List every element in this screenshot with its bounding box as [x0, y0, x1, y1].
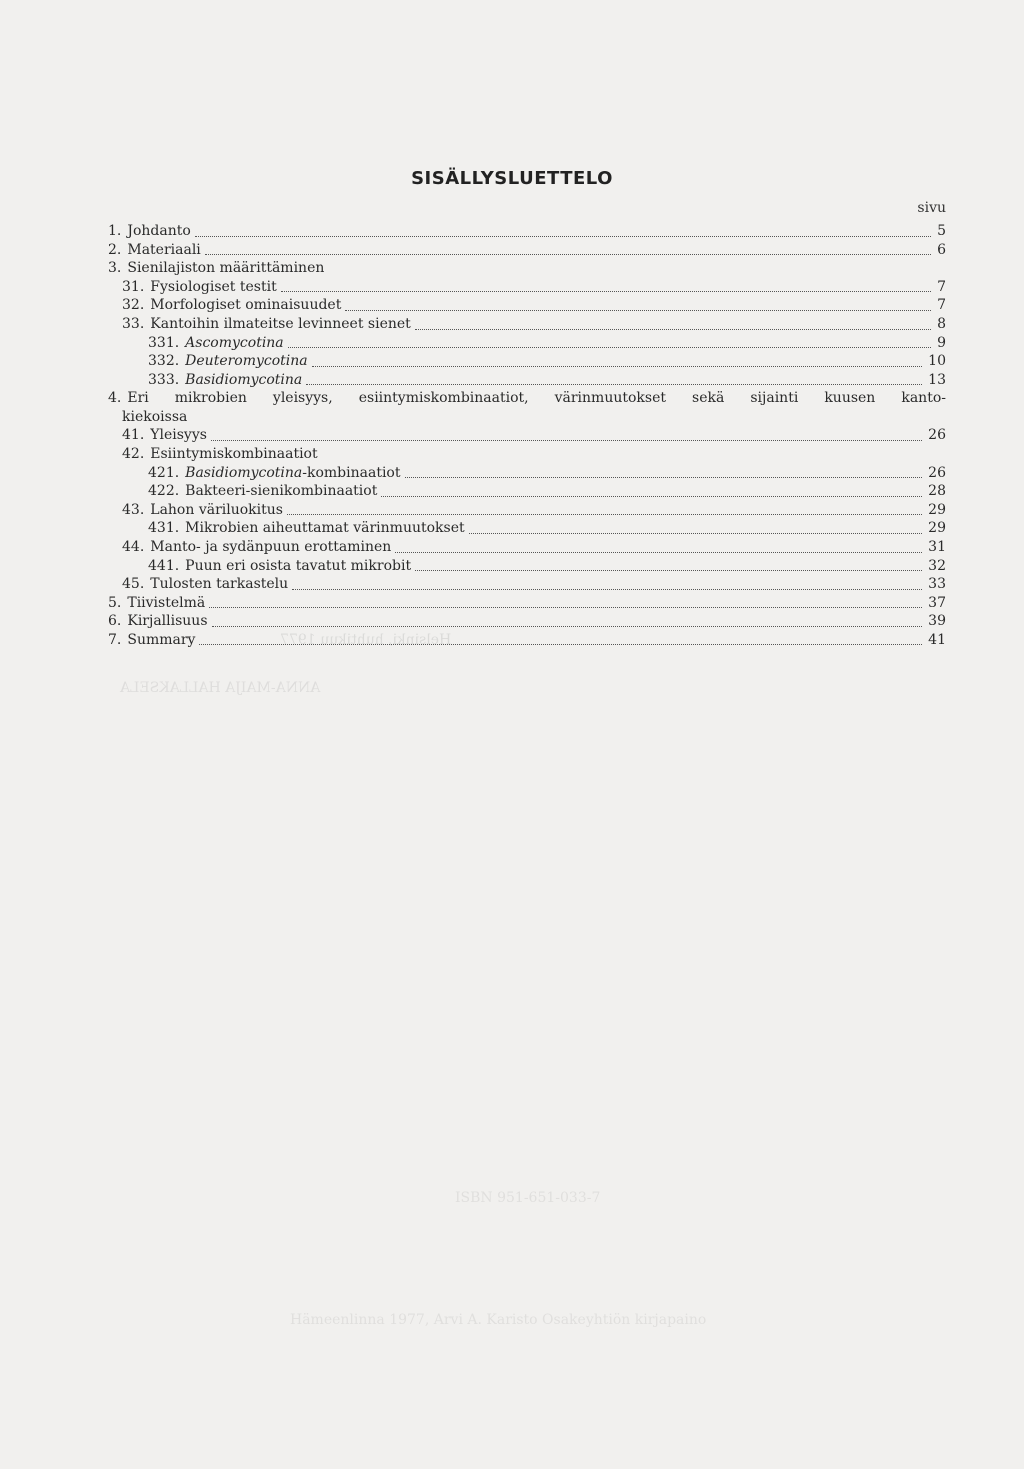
toc-entry-label [148, 464, 401, 483]
toc-entry-label [148, 371, 302, 390]
toc-entry-page: 26 [928, 427, 946, 444]
toc-entry-leader-dots [395, 533, 922, 553]
toc-entry-leader-dots [415, 310, 931, 330]
toc-entry-number: 431. [148, 520, 180, 537]
toc-entry-label [148, 334, 284, 353]
toc-entry-leader-dots [292, 570, 922, 590]
toc-entry-page: 29 [928, 501, 946, 518]
toc-entry-text: Lahon väriluokitus [150, 501, 283, 518]
toc-entry-label [108, 594, 205, 613]
toc-entry-number: 333. [148, 371, 180, 388]
toc-entry-number: 331. [148, 334, 180, 351]
toc-entry-page: 32 [928, 557, 946, 574]
toc-entry-number: 422. [148, 483, 180, 500]
toc-entry-number: 44. [122, 538, 145, 555]
toc-entry-page: 29 [928, 520, 946, 537]
toc-entry-label [108, 241, 201, 260]
toc-entry-leader-dots [405, 459, 922, 479]
bleed-through-text: Helsinki, huhtikuu 1977 [280, 632, 452, 648]
toc-entry-text: Sienilajiston määrittäminen [127, 260, 325, 277]
toc-entry-text: Eri mikrobien yleisyys, esiintymiskombinaatiot, värinmuutokset sekä sijainti kuusen kanto- [127, 390, 946, 407]
toc-entry-label [122, 501, 283, 520]
toc-entry [108, 371, 946, 390]
toc-entry [108, 241, 946, 260]
toc-entry-number: 4. [108, 390, 122, 407]
bleed-through-text: ANNA-MAIJA HALLAKSELA [120, 680, 321, 696]
toc-entry-number: 1. [108, 223, 122, 239]
toc-entry-number: 45. [122, 576, 145, 593]
toc-entry-page: 41 [928, 631, 946, 648]
toc-entry-text: Materiaali [127, 241, 201, 258]
toc-entry-text: Manto- ja sydänpuun erottaminen [150, 538, 392, 555]
toc-entry-number: 441. [148, 557, 180, 574]
toc-entry-number: 332. [148, 353, 180, 370]
toc-entry-page: 8 [937, 315, 946, 332]
toc-entry-leader-dots [469, 514, 922, 534]
page-column-label: sivu [917, 200, 946, 216]
toc-entry-leader-dots [212, 607, 922, 627]
toc-entry-number: 5. [108, 594, 122, 611]
toc-entry [108, 426, 946, 445]
toc-entry-page: 28 [928, 483, 946, 500]
toc-entry-leader-dots [199, 626, 922, 646]
toc-entry-text: -kombinaatiot [302, 464, 401, 481]
toc-entry-page: 10 [928, 353, 946, 370]
toc-entry-leader-dots [288, 329, 931, 349]
toc-entry-text: Fysiologiset testit [150, 278, 277, 295]
toc-entry-text: Yleisyys [150, 427, 207, 444]
toc-entry-number: 33. [122, 315, 145, 332]
toc-entry-page: 31 [928, 538, 946, 555]
toc-entry-label [122, 296, 341, 315]
table-of-contents [108, 222, 946, 649]
toc-entry-label [122, 278, 277, 297]
toc-entry-label [122, 445, 318, 464]
toc-entry-label [108, 222, 191, 241]
toc-entry-leader-dots [415, 552, 922, 572]
toc-entry-text: Kirjallisuus [127, 613, 208, 630]
bleed-through-text: ISBN 951-651-033-7 [455, 1190, 601, 1206]
toc-entry-label [148, 352, 308, 371]
toc-entry-text: Basidiomycotina [185, 371, 303, 388]
toc-entry-text-continuation: kiekoissa [122, 408, 188, 425]
toc-entry-label [108, 631, 195, 650]
toc-entry-number: 42. [122, 445, 145, 462]
toc-entry-page: 33 [928, 576, 946, 593]
toc-entry-page: 7 [937, 278, 946, 295]
toc-entry-text: Bakteeri-sienikombinaatiot [185, 483, 378, 500]
toc-entry-page: 7 [937, 297, 946, 314]
toc-entry-text: Tiivistelmä [127, 594, 206, 611]
toc-entry-leader-dots [306, 366, 922, 386]
toc-entry-text: Esiintymiskombinaatiot [150, 445, 318, 462]
toc-entry-leader-dots [205, 236, 931, 256]
bleed-through-text: Hämeenlinna 1977, Arvi A. Karisto Osakeyhtiön kirjapaino [290, 1312, 707, 1328]
toc-entry-leader-dots [195, 217, 931, 237]
toc-entry-leader-dots [312, 347, 922, 367]
toc-entry-label [108, 612, 208, 631]
toc-entry-italic-text: Basidiomycotina [185, 464, 303, 481]
toc-entry-number: 3. [108, 260, 122, 277]
toc-entry-leader-dots [381, 477, 922, 497]
toc-entry-page: 39 [928, 613, 946, 630]
toc-entry-text: Mikrobien aiheuttamat värinmuutokset [185, 520, 465, 537]
toc-entry-page: 9 [937, 334, 946, 351]
toc-entry-number: 43. [122, 501, 145, 518]
toc-entry-leader-dots [209, 589, 922, 609]
toc-entry-number: 41. [122, 427, 145, 444]
toc-entry-label [122, 426, 207, 445]
toc-entry-page: 6 [937, 241, 946, 258]
toc-entry-page: 37 [928, 594, 946, 611]
toc-entry-number: 421. [148, 464, 180, 481]
toc-entry-text: Johdanto [127, 223, 191, 239]
toc-entry-text: Puun eri osista tavatut mikrobit [185, 557, 412, 574]
toc-entry-leader-dots [211, 421, 922, 441]
toc-entry-number: 6. [108, 613, 122, 630]
toc-entry-text: Kantoihin ilmateitse levinneet sienet [150, 315, 411, 332]
toc-entry-leader-dots [345, 291, 931, 311]
toc-entry-page: 13 [928, 371, 946, 388]
toc-entry-text: Morfologiset ominaisuudet [150, 297, 342, 314]
toc-entry-number: 2. [108, 241, 122, 258]
toc-entry-page: 5 [937, 223, 946, 239]
toc-entry-label [122, 538, 391, 557]
toc-entry-text: Ascomycotina [185, 334, 284, 351]
toc-entry-text: Summary [127, 631, 196, 648]
page-title: SISÄLLYSLUETTELO [411, 168, 613, 189]
toc-entry-label [108, 389, 946, 408]
toc-entry-number: 7. [108, 631, 122, 648]
toc-entry-page: 26 [928, 464, 946, 481]
toc-entry-leader-dots [287, 496, 922, 516]
toc-entry-text: Tulosten tarkastelu [150, 576, 289, 593]
toc-entry-text: Deuteromycotina [185, 353, 308, 370]
toc-entry-number: 32. [122, 297, 145, 314]
toc-entry-leader-dots [281, 273, 931, 293]
toc-entry-number: 31. [122, 278, 145, 295]
toc-entry [108, 631, 946, 650]
